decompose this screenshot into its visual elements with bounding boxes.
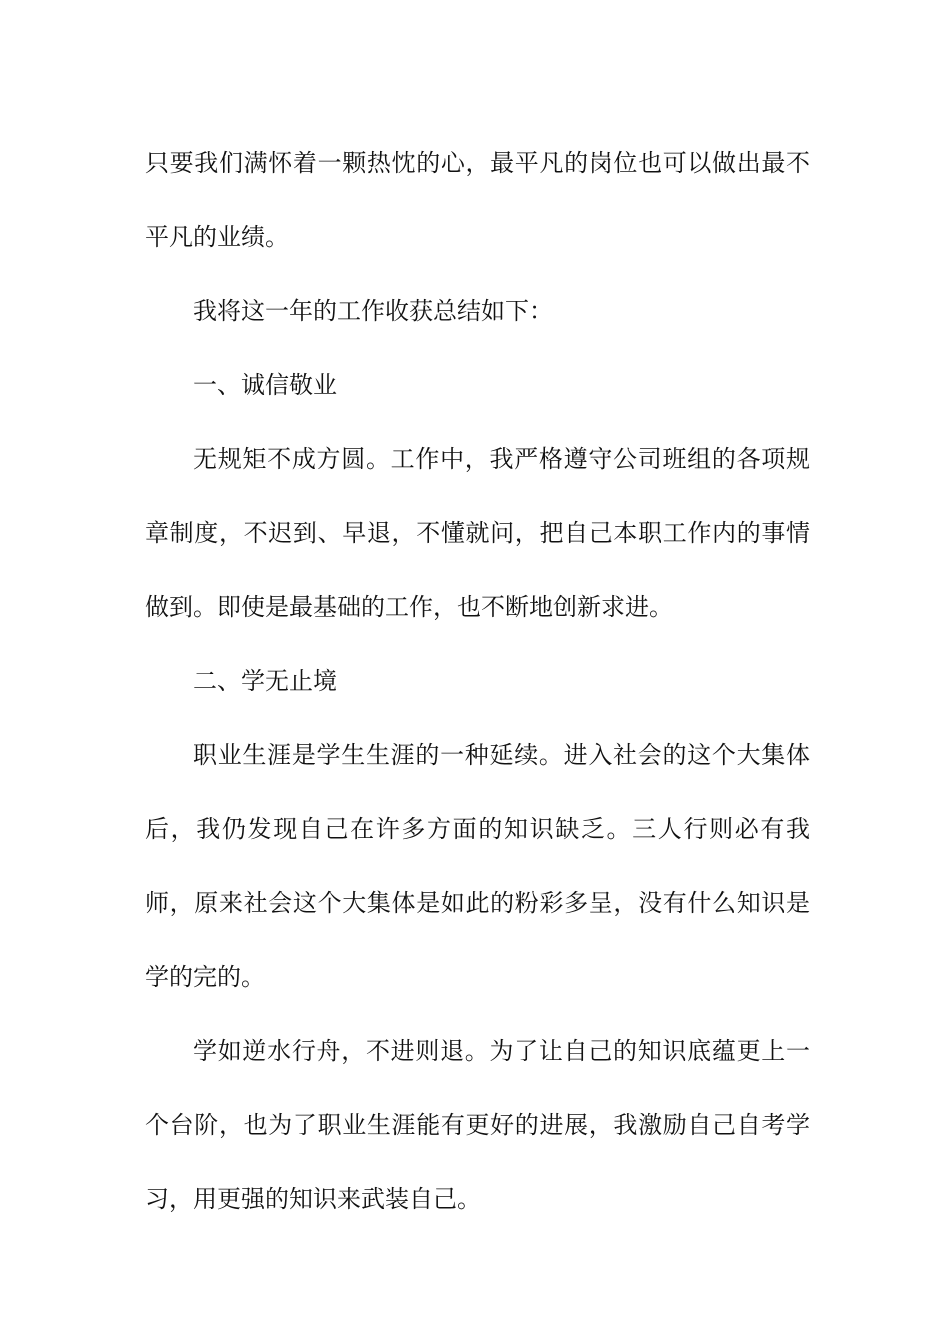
paragraph-4: 职业生涯是学生生涯的一种延续。进入社会的这个大集体后，我仍发现自己在许多方面的知识缺乏。三人行则必有我师，原来社会这个大集体是如此的粉彩多呈，没有什么知识是学的完的。 [145,741,810,991]
section-heading-1: 一、诚信敬业 [193,371,337,399]
document-body [145,126,810,1236]
section-heading-2: 二、学无止境 [193,667,337,695]
paragraph-1: 只要我们满怀着一颗热忱的心，最平凡的岗位也可以做出最不平凡的业绩。 [145,149,810,251]
paragraph-2: 我将这一年的工作收获总结如下： [193,297,553,325]
paragraph-5: 学如逆水行舟，不进则退。为了让自己的知识底蕴更上一个台阶，也为了职业生涯能有更好的进展，我激励自己自考学习，用更强的知识来武装自己。 [145,1037,810,1213]
paragraph-3: 无规矩不成方圆。工作中，我严格遵守公司班组的各项规章制度，不迟到、早退，不懂就问，把自己本职工作内的事情做到。即使是最基础的工作，也不断地创新求进。 [145,445,810,621]
